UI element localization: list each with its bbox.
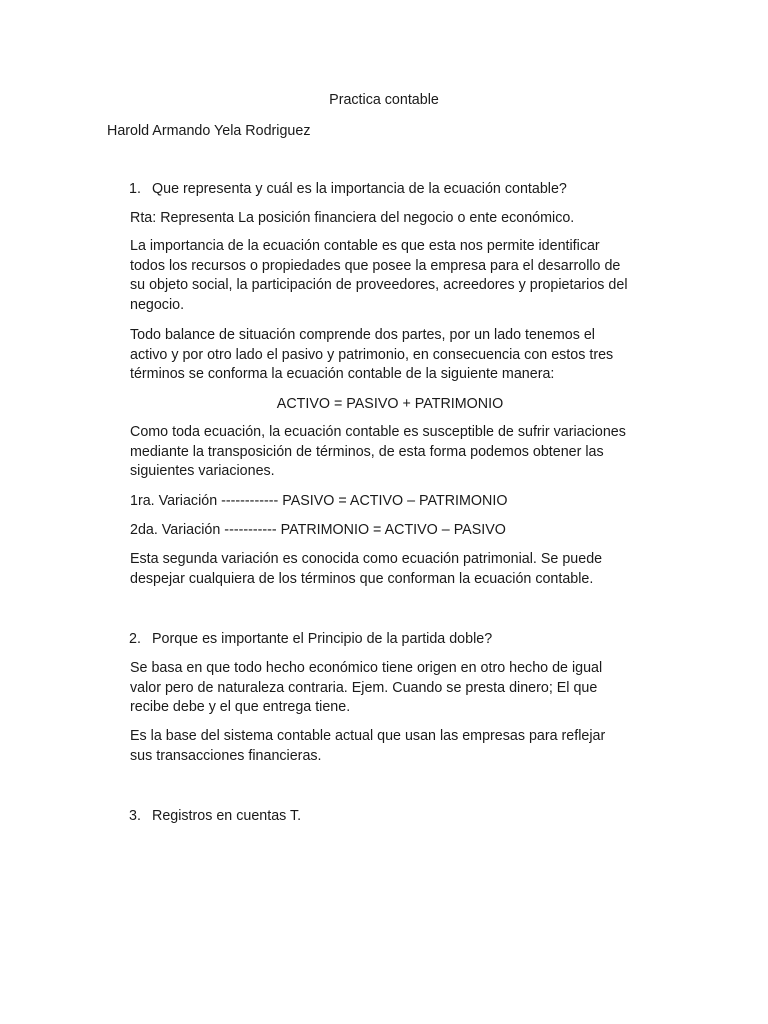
question-1-text: Que representa y cuál es la importancia de la ecuación contable? <box>152 181 567 197</box>
question-3-number: 3. <box>129 808 141 824</box>
basis-line: Se basa en que todo hecho económico tiene origen en otro hecho de igual <box>130 660 603 676</box>
accounting-equation: ACTIVO = PASIVO + PATRIMONIO <box>276 396 504 412</box>
variations-intro-paragraph <box>130 423 670 482</box>
question-1-answer: Rta: Representa La posición financiera del negocio o ente económico. <box>130 210 575 226</box>
variation-1: 1ra. Variación ------------ PASIVO = ACTIVO – PATRIMONIO <box>130 493 508 509</box>
closing-line: despejar cualquiera de los términos que conforman la ecuación contable. <box>130 570 594 587</box>
balance-line: activo y por otro lado el pasivo y patrimonio, en consecuencia con estos tres <box>130 346 614 363</box>
importance-line: su objeto social, la participación de proveedores, acreedores y propietarios del <box>130 277 628 293</box>
variations-intro-line: mediante la transposición de términos, de esta forma podemos obtener las <box>130 443 604 460</box>
basis-line: valor pero de naturaleza contraria. Ejem. Cuando se presta dinero; El que <box>130 679 598 696</box>
closing-paragraph <box>130 550 670 589</box>
importance-line: La importancia de la ecuación contable es que esta nos permite identificar <box>130 238 600 254</box>
balance-paragraph <box>130 326 670 385</box>
system-line: Es la base del sistema contable actual que usan las empresas para reflejar <box>130 728 606 744</box>
basis-paragraph <box>130 659 670 718</box>
variations-intro-line: Como toda ecuación, la ecuación contable es susceptible de sufrir variaciones <box>130 424 626 440</box>
system-line: sus transacciones financieras. <box>130 747 322 764</box>
importance-line: negocio. <box>130 296 185 313</box>
question-1-number: 1. <box>129 181 141 197</box>
document-title: Practica contable <box>329 92 439 108</box>
author-name: Harold Armando Yela Rodriguez <box>107 123 311 139</box>
balance-line: términos se conforma la ecuación contable de la siguiente manera: <box>130 366 555 382</box>
importance-paragraph <box>130 237 670 315</box>
basis-line: recibe debe y el que entrega tiene. <box>130 699 351 715</box>
variations-intro-line: siguientes variaciones. <box>130 463 275 479</box>
closing-line: Esta segunda variación es conocida como ecuación patrimonial. Se puede <box>130 551 603 567</box>
variation-2: 2da. Variación ----------- PATRIMONIO = ACTIVO – PASIVO <box>130 522 506 538</box>
question-2-text: Porque es importante el Principio de la partida doble? <box>152 631 493 647</box>
question-2-number: 2. <box>129 631 141 647</box>
importance-line: todos los recursos o propiedades que posee la empresa para el desarrollo de <box>130 257 621 274</box>
system-paragraph <box>130 727 670 766</box>
balance-line: Todo balance de situación comprende dos partes, por un lado tenemos el <box>130 327 595 343</box>
question-3-text: Registros en cuentas T. <box>152 808 302 824</box>
